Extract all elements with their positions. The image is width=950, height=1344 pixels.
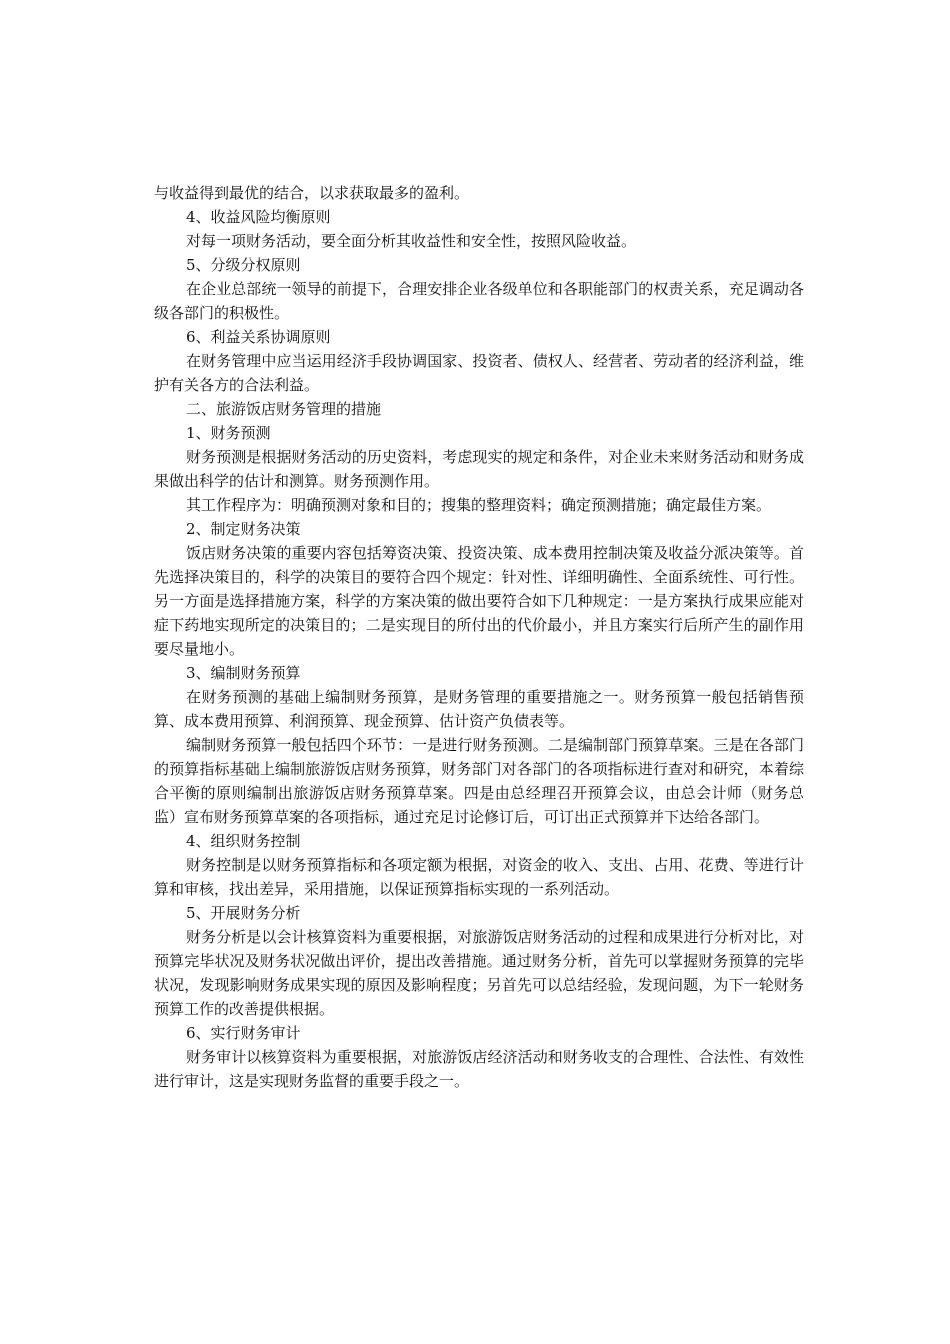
paragraph: 在企业总部统一领导的前提下，合理安排企业各级单位和各职能部门的权责关系，充足调动各级各部门的积极性。 [154, 280, 804, 322]
paragraph: 5、开展财务分析 [186, 904, 301, 922]
paragraph: 编制财务预算一般包括四个环节：一是进行财务预测。二是编制部门预算草案。三是在各部门的预算指标基础上编制旅游饭店财务预算，财务部门对各部门的各项指标进行查对和研究，本着综合平衡的原则编制出旅游饭店财务预算草案。四是由总经理召开预算会议，由总会计师（财务总监）宣布财务预算草案的各项指标，通过充足讨论修订后，可订出正式预算并下达给各部门。 [154, 736, 804, 826]
paragraph: 对每一项财务活动，要全面分析其收益性和安全性，按照风险收益。 [186, 232, 637, 250]
paragraph: 6、利益关系协调原则 [186, 328, 331, 346]
document-body [154, 181, 804, 1093]
paragraph: 财务审计以核算资料为重要根据，对旅游饭店经济活动和财务收支的合理性、合法性、有效性进行审计，这是实现财务监督的重要手段之一。 [154, 1048, 804, 1090]
paragraph: 在财务管理中应当运用经济手段协调国家、投资者、债权人、经营者、劳动者的经济利益，维护有关各方的合法利益。 [154, 352, 804, 394]
paragraph: 5、分级分权原则 [186, 256, 301, 274]
paragraph: 财务分析是以会计核算资料为重要根据，对旅游饭店财务活动的过程和成果进行分析对比，对预算完毕状况及财务状况做出评价，提出改善措施。通过财务分析，首先可以掌握财务预算的完毕状况，发现影响财务成果实现的原因及影响程度；另首先可以总结经验，发现问题，为下一轮财务预算工作的改善提供根据。 [154, 928, 804, 1018]
paragraph: 财务预测是根据财务活动的历史资料，考虑现实的规定和条件，对企业未来财务活动和财务成果做出科学的估计和测算。财务预测作用。 [154, 448, 804, 490]
paragraph: 与收益得到最优的结合，以求获取最多的盈利。 [154, 184, 470, 202]
paragraph: 在财务预测的基础上编制财务预算，是财务管理的重要措施之一。财务预算一般包括销售预算、成本费用预算、利润预算、现金预算、估计资产负债表等。 [154, 688, 804, 730]
paragraph: 3、编制财务预算 [186, 664, 301, 682]
paragraph: 6、实行财务审计 [186, 1024, 301, 1042]
paragraph: 4、组织财务控制 [186, 832, 301, 850]
paragraph: 财务控制是以财务预算指标和各项定额为根据，对资金的收入、支出、占用、花费、等进行计算和审核，找出差异，采用措施，以保证预算指标实现的一系列活动。 [154, 856, 804, 898]
paragraph: 饭店财务决策的重要内容包括筹资决策、投资决策、成本费用控制决策及收益分派决策等。首先选择决策目的，科学的决策目的要符合四个规定：针对性、详细明确性、全面系统性、可行性。另一方面是选择措施方案，科学的方案决策的做出要符合如下几种规定：一是方案执行成果应能对症下药地实现所定的决策目的；二是实现目的所付出的代价最小，并且方案实行后所产生的副作用要尽量地小。 [154, 544, 804, 658]
paragraph: 其工作程序为：明确预测对象和目的；搜集的整理资料；确定预测措施；确定最佳方案。 [186, 496, 772, 514]
paragraph: 4、收益风险均衡原则 [186, 208, 331, 226]
paragraph: 1、财务预测 [186, 424, 271, 442]
paragraph: 二、旅游饭店财务管理的措施 [186, 400, 382, 418]
paragraph: 2、制定财务决策 [186, 520, 301, 538]
